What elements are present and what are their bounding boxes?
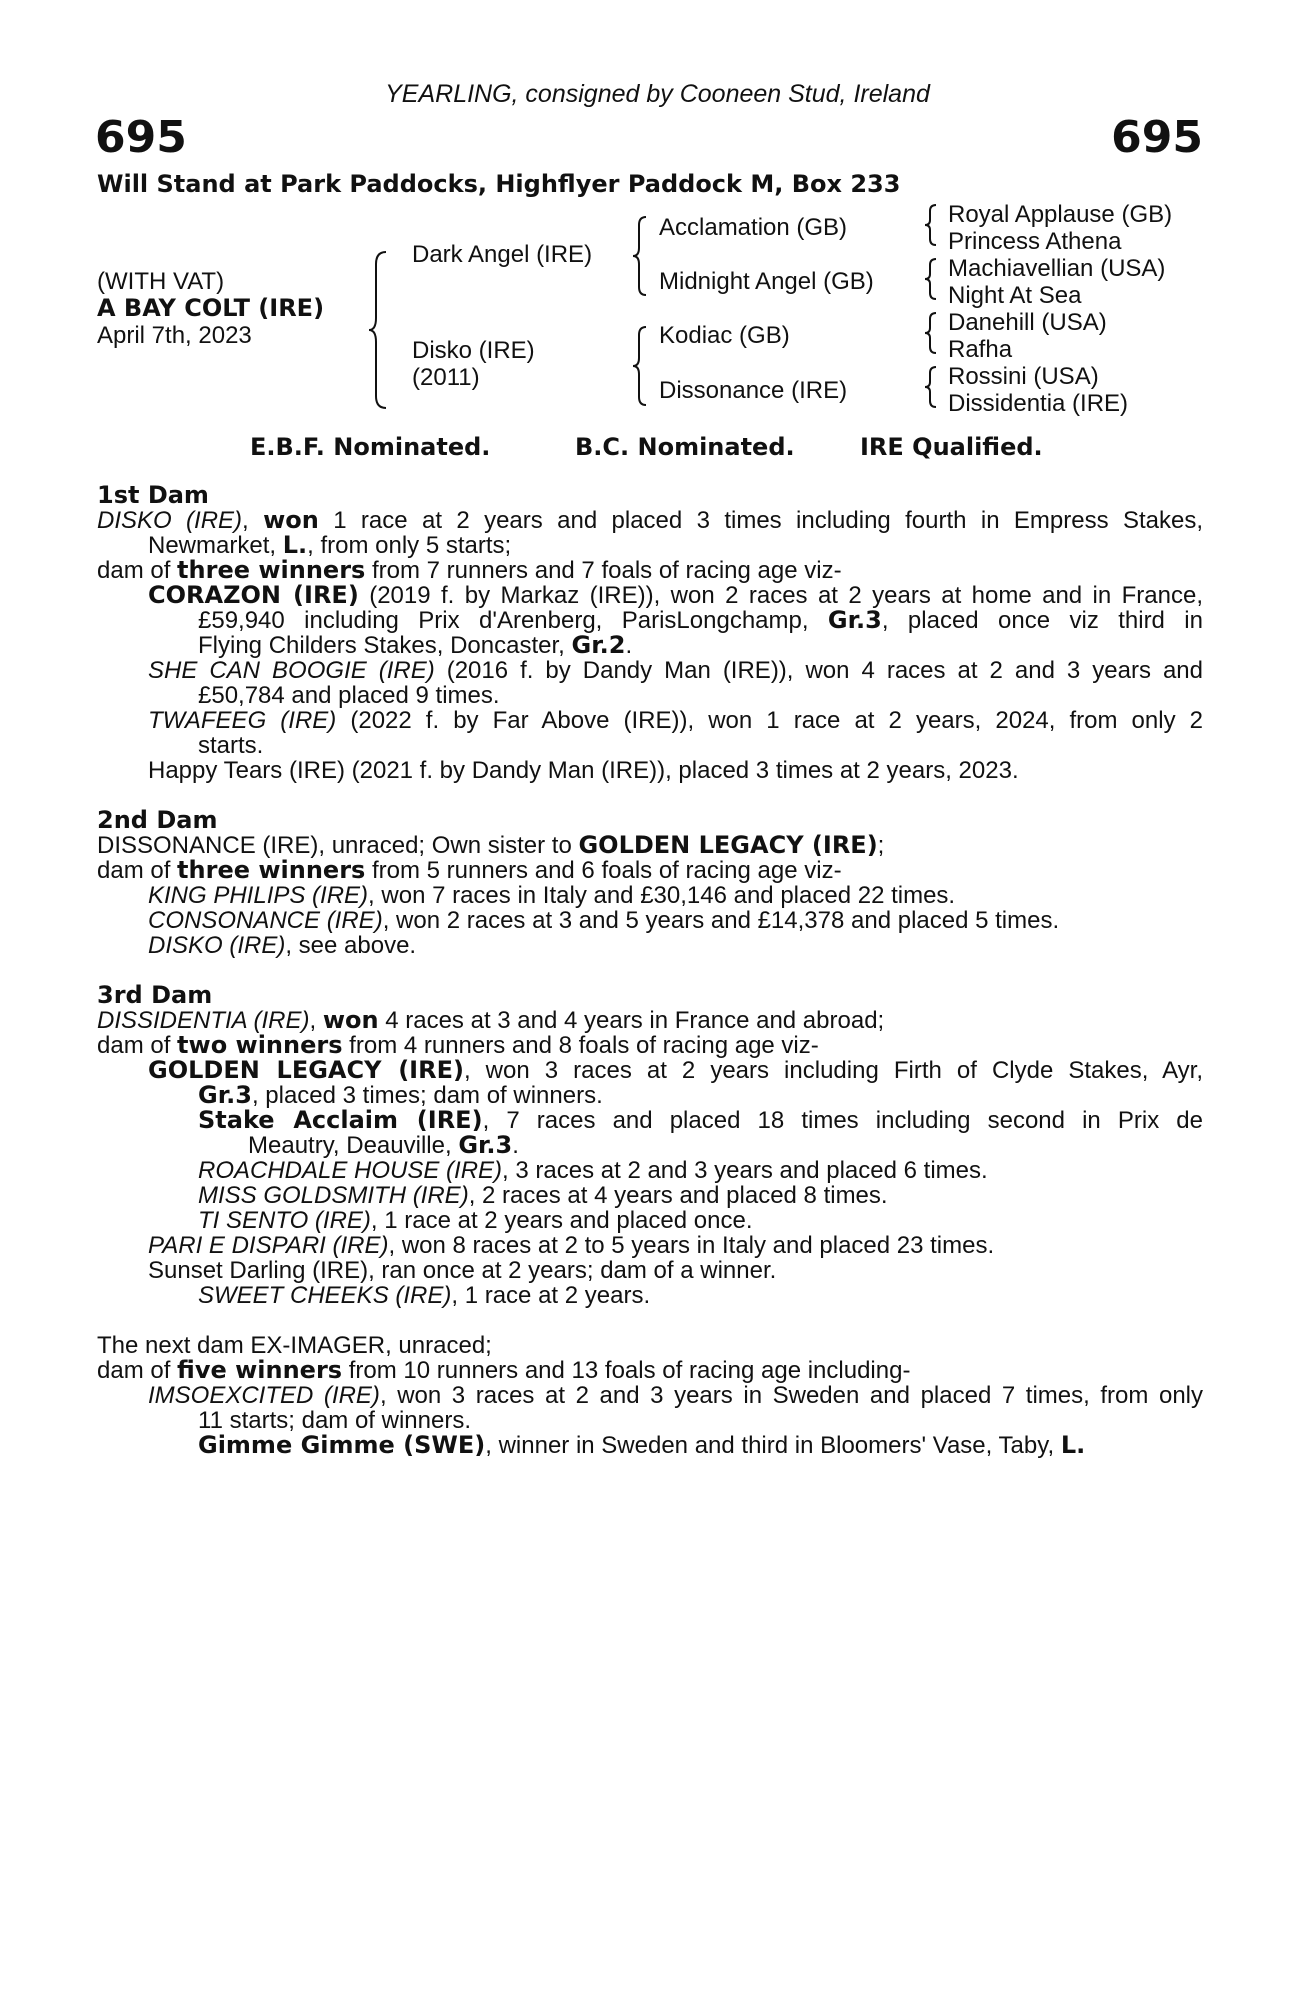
dam-sire: Kodiac (GB) <box>659 322 790 349</box>
pedigree-brace-dam <box>632 325 650 407</box>
dam-year: (2011) <box>412 364 480 391</box>
dam-name: Disko (IRE) <box>412 337 535 364</box>
ggp-ddd: Dissidentia (IRE) <box>948 390 1129 417</box>
grand-foal-miss-goldsmith: MISS GOLDSMITH (IRE), 2 races at 4 years and placed 8 times. <box>198 1182 888 1209</box>
second-dam-line1: DISSONANCE (IRE), unraced; Own sister to GOLDEN LEGACY (IRE); <box>97 831 885 859</box>
second-dam-foal-king-philips: KING PHILIPS (IRE), won 7 races in Italy and £30,146 and placed 22 times. <box>148 882 956 909</box>
pedigree-brace-ss <box>924 203 938 247</box>
page-subtitle: YEARLING, consigned by Cooneen Stud, Ireland <box>385 80 930 108</box>
ggp-dsd: Rafha <box>948 336 1013 363</box>
pedigree-brace-sire <box>632 215 650 297</box>
grand-foal-gimme-gimme: Gimme Gimme (SWE), winner in Sweden and third in Bloomers' Vase, Taby, L. <box>198 1431 1086 1459</box>
first-dam-produce-summary: dam of three winners from 7 runners and 7 foals of racing age viz- <box>97 556 842 584</box>
third-dam-foal-pari-e-dispari: PARI E DISPARI (IRE), won 8 races at 2 to 5 years in Italy and placed 23 times. <box>148 1232 995 1259</box>
first-dam-line1: DISKO (IRE), won 1 race at 2 years and placed 3 times including fourth in Empress Stakes, <box>97 506 1204 534</box>
grand-foal-stake-acclaim-line2: Meautry, Deauville, Gr.3. <box>248 1131 519 1159</box>
next-dam-foal-imsoexcited-line2: 11 starts; dam of winners. <box>198 1407 471 1434</box>
grand-foal-roachdale-house: ROACHDALE HOUSE (IRE), 3 races at 2 and 3 years and placed 6 times. <box>198 1157 988 1184</box>
next-dam-produce-summary: dam of five winners from 10 runners and 13 foals of racing age including- <box>97 1356 911 1384</box>
first-dam-line2: Newmarket, L., from only 5 starts; <box>148 531 512 559</box>
venue-line: Will Stand at Park Paddocks, Highflyer Paddock M, Box 233 <box>97 170 901 198</box>
first-dam-foal-corazon-line2: £59,940 including Prix d'Arenberg, ParisLongchamp, Gr.3, placed once viz third in <box>198 606 1203 634</box>
first-dam-foal-she-can-boogie-line2: £50,784 and placed 9 times. <box>198 682 500 709</box>
bc-nomination: B.C. Nominated. <box>575 433 795 461</box>
third-dam-line1: DISSIDENTIA (IRE), won 4 races at 3 and 4 years in France and abroad; <box>97 1006 885 1034</box>
next-dam-foal-imsoexcited: IMSOEXCITED (IRE), won 3 races at 2 and 3 years in Sweden and placed 7 times, from only <box>148 1382 1204 1409</box>
horse-name: A BAY COLT (IRE) <box>97 294 325 322</box>
first-dam-heading: 1st Dam <box>97 481 209 509</box>
ggp-sdd: Night At Sea <box>948 282 1082 309</box>
first-dam-foal-corazon-line3: Flying Childers Stakes, Doncaster, Gr.2. <box>198 631 633 659</box>
pedigree-brace-dd <box>924 365 938 409</box>
dam-dam: Dissonance (IRE) <box>659 377 848 404</box>
pedigree-brace-sd <box>924 257 938 301</box>
third-dam-foal-golden-legacy-line2: Gr.3, placed 3 times; dam of winners. <box>198 1081 603 1109</box>
grand-foal-stake-acclaim: Stake Acclaim (IRE), 7 races and placed 18 times including second in Prix de <box>198 1106 1204 1134</box>
sire-dam: Midnight Angel (GB) <box>659 268 874 295</box>
ggp-sds: Machiavellian (USA) <box>948 255 1166 282</box>
third-dam-foal-sunset-darling: Sunset Darling (IRE), ran once at 2 years; dam of a winner. <box>148 1257 777 1284</box>
ebf-nomination: E.B.F. Nominated. <box>250 433 491 461</box>
first-dam-foal-she-can-boogie: SHE CAN BOOGIE (IRE) (2016 f. by Dandy Man (IRE)), won 4 races at 2 and 3 years and <box>148 657 1203 684</box>
ire-qualified: IRE Qualified. <box>860 433 1043 461</box>
first-dam-foal-happy-tears: Happy Tears (IRE) (2021 f. by Dandy Man (IRE)), placed 3 times at 2 years, 2023. <box>148 757 1019 784</box>
sire-name: Dark Angel (IRE) <box>412 241 593 268</box>
grand-foal-ti-sento: TI SENTO (IRE), 1 race at 2 years and placed once. <box>198 1207 753 1234</box>
second-dam-produce-summary: dam of three winners from 5 runners and 6 foals of racing age viz- <box>97 856 842 884</box>
ggp-ssd: Princess Athena <box>948 228 1122 255</box>
sire-sire: Acclamation (GB) <box>659 214 848 241</box>
ggp-dss: Danehill (USA) <box>948 309 1107 336</box>
first-dam-foal-twafeeg-line2: starts. <box>198 732 264 759</box>
lot-number-right: 695 <box>1111 112 1203 163</box>
pedigree-brace-main <box>368 250 392 410</box>
vat-label: (WITH VAT) <box>97 268 225 295</box>
ggp-sss: Royal Applause (GB) <box>948 201 1173 228</box>
second-dam-foal-consonance: CONSONANCE (IRE), won 2 races at 3 and 5 years and £14,378 and placed 5 times. <box>148 907 1060 934</box>
first-dam-foal-twafeeg: TWAFEEG (IRE) (2022 f. by Far Above (IRE)), won 1 race at 2 years, 2024, from only 2 <box>148 707 1203 734</box>
horse-dob: April 7th, 2023 <box>97 322 252 349</box>
third-dam-heading: 3rd Dam <box>97 981 213 1009</box>
grand-foal-sweet-cheeks: SWEET CHEEKS (IRE), 1 race at 2 years. <box>198 1282 651 1309</box>
second-dam-heading: 2nd Dam <box>97 806 218 834</box>
pedigree-brace-ds <box>924 311 938 355</box>
third-dam-foal-golden-legacy: GOLDEN LEGACY (IRE), won 3 races at 2 years including Firth of Clyde Stakes, Ayr, <box>148 1056 1204 1084</box>
third-dam-produce-summary: dam of two winners from 4 runners and 8 foals of racing age viz- <box>97 1031 819 1059</box>
lot-number-left: 695 <box>95 112 187 163</box>
ggp-dds: Rossini (USA) <box>948 363 1099 390</box>
first-dam-foal-corazon: CORAZON (IRE) (2019 f. by Markaz (IRE)), won 2 races at 2 years at home and in France, <box>148 581 1204 609</box>
second-dam-foal-disko: DISKO (IRE), see above. <box>148 932 417 959</box>
next-dam-line1: The next dam EX-IMAGER, unraced; <box>97 1332 492 1359</box>
